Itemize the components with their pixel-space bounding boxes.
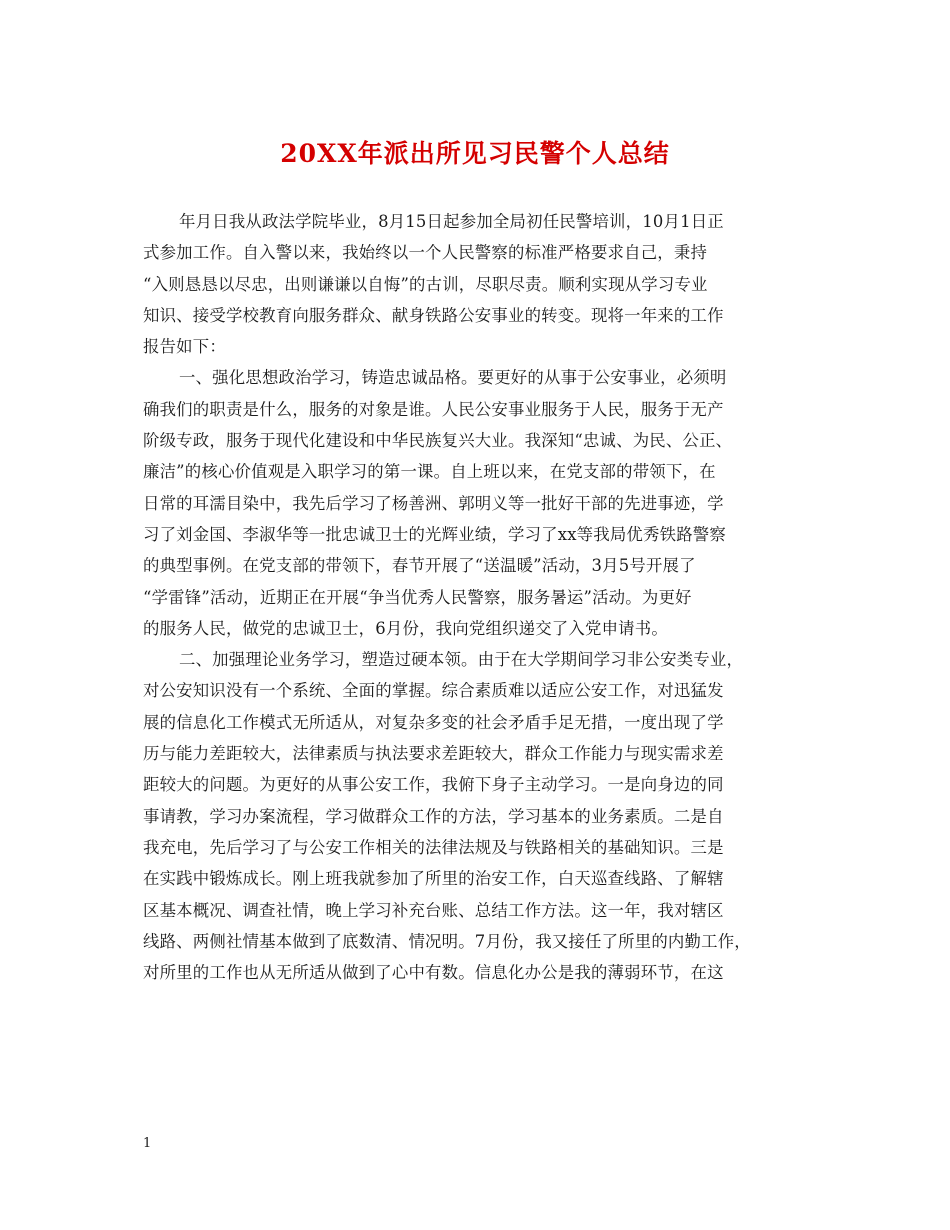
text-line: 对公安知识没有一个系统、全面的掌握。综合素质难以适应公安工作，对迅猛发 [143, 681, 724, 701]
text-line: 线路、两侧社情基本做到了底数清、情况明。7月份，我又接任了所里的内勤工作， [143, 931, 751, 951]
text-line: 确我们的职责是什么，服务的对象是谁。人民公安事业服务于人民，服务于无产 [143, 399, 724, 419]
page-number: 1 [143, 1136, 152, 1151]
text-line: 廉洁”的核心价值观是入职学习的第一课。自上班以来，在党支部的带领下，在 [143, 462, 716, 482]
text-line: 我充电，先后学习了与公安工作相关的法律法规及与铁路相关的基础知识。三是 [143, 837, 724, 857]
text-line: 展的信息化工作模式无所适从，对复杂多变的社会矛盾手足无措，一度出现了学 [143, 712, 724, 732]
text-line: 的典型事例。在党支部的带领下，春节开展了“送温暖”活动，3月5号开展了 [143, 556, 696, 576]
text-line: 事请教，学习办案流程，学习做群众工作的方法，学习基本的业务素质。二是自 [143, 806, 724, 826]
text-line: 阶级专政，服务于现代化建设和中华民族复兴大业。我深知“忠诚、为民、公正、 [143, 431, 733, 451]
text-line: 对所里的工作也从无所适从做到了心中有数。信息化办公是我的薄弱环节，在这 [143, 963, 724, 983]
text-line: 报告如下： [143, 337, 226, 357]
text-line: 年月日我从政法学院毕业，8月15日起参加全局初任民警培训，10月1日正 [179, 212, 724, 231]
text-line: “学雷锋”活动，近期正在开展“争当优秀人民警察，服务暑运”活动。为更好 [143, 587, 692, 607]
text-line: 距较大的问题。为更好的从事公安工作，我俯下身子主动学习。一是向身边的同 [143, 775, 724, 795]
text-line: 一、强化思想政治学习，铸造忠诚品格。要更好的从事于公安事业，必须明 [179, 368, 727, 388]
text-line: 在实践中锻炼成长。刚上班我就参加了所里的治安工作，白天巡查线路、了解辖 [143, 869, 724, 889]
text-line: 历与能力差距较大，法律素质与执法要求差距较大，群众工作能力与现实需求差 [143, 744, 724, 764]
text-line: 二、加强理论业务学习，塑造过硬本领。由于在大学期间学习非公安类专业， [179, 650, 744, 670]
text-line: 习了刘金国、李淑华等一批忠诚卫士的光辉业绩，学习了xx等我局优秀铁路警察 [143, 524, 726, 544]
text-line: 区基本概况、调查社情，晚上学习补充台账、总结工作方法。这一年，我对辖区 [143, 900, 724, 920]
text-line: 式参加工作。自入警以来，我始终以一个人民警察的标准严格要求自己，秉持 [143, 243, 708, 263]
document-body [143, 206, 811, 988]
text-line: 的服务人民，做党的忠诚卫士，6月份，我向党组织递交了入党申请书。 [143, 618, 668, 638]
text-line: “入则恳恳以尽忠，出则谦谦以自悔”的古训，尽职尽责。顺利实现从学习专业 [143, 274, 708, 294]
text-line: 日常的耳濡目染中，我先后学习了杨善洲、郭明义等一批好干部的先进事迹，学 [143, 493, 724, 513]
text-line: 知识、接受学校教育向服务群众、献身铁路公安事业的转变。现将一年来的工作 [143, 305, 724, 325]
document-title: 20XX年派出所见习民警个人总结 [280, 139, 670, 168]
